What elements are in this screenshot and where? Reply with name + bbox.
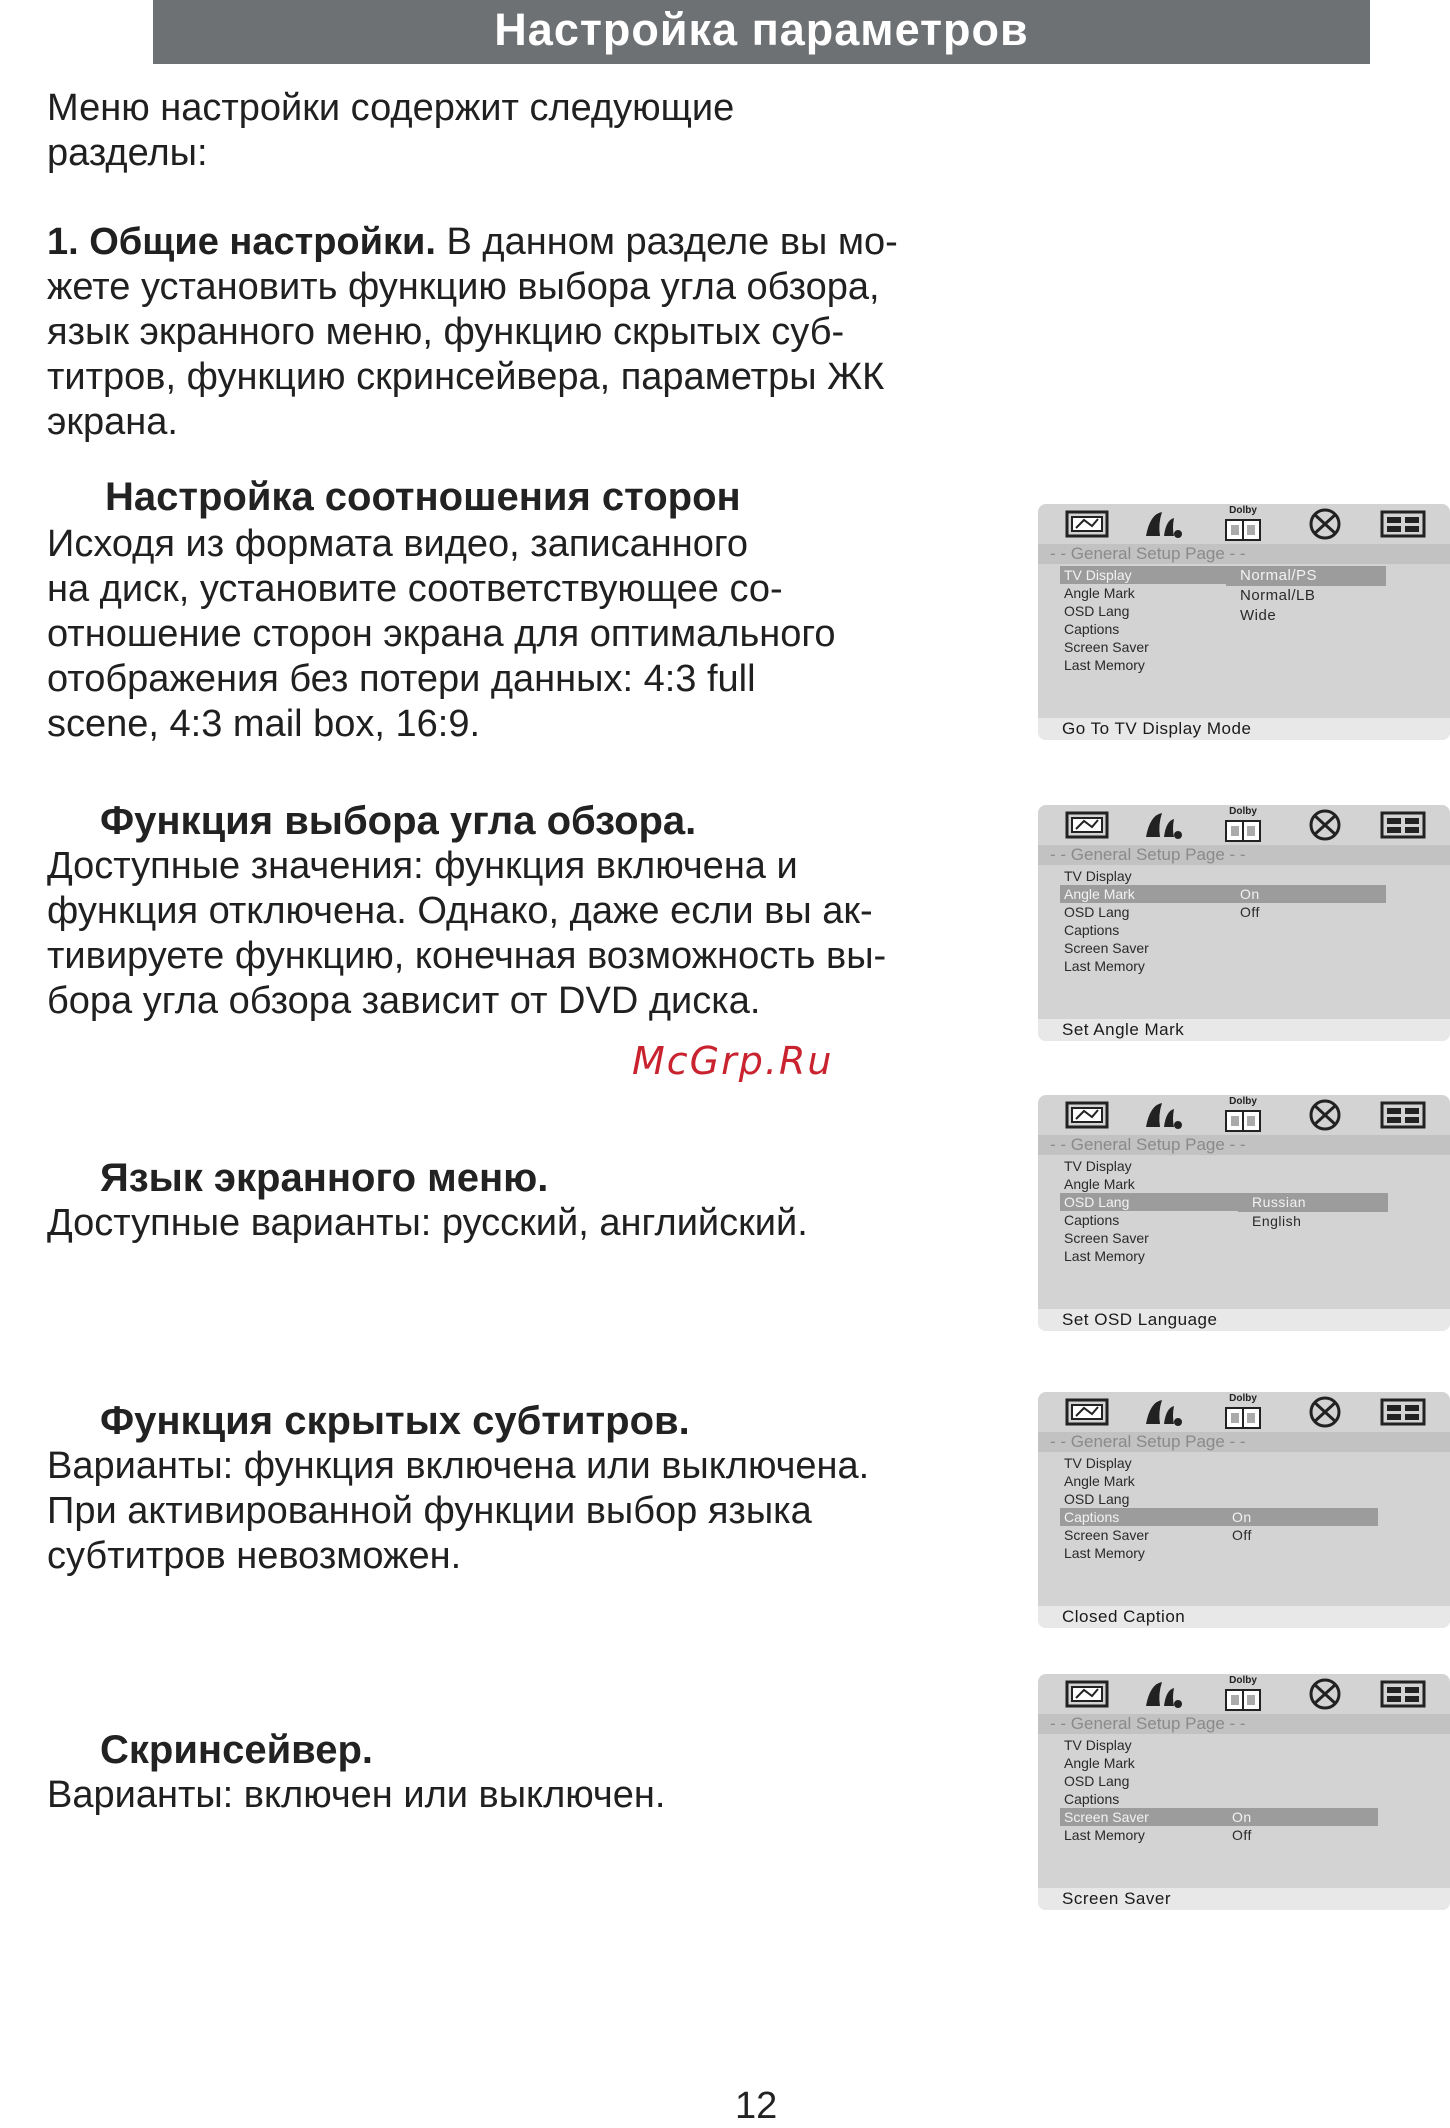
osd-option[interactable]: Off (1232, 1827, 1252, 1843)
osd-item-tv-display[interactable]: TV Display (1060, 566, 1258, 584)
osd-item-angle-mark[interactable]: Angle Mark (1064, 1473, 1135, 1489)
general-setup-icon (1062, 1097, 1112, 1133)
osd-status-bar: Set OSD Language (1038, 1309, 1450, 1331)
general-settings-lead: 1. Общие настройки. (47, 221, 436, 263)
general-settings-paragraph (47, 220, 898, 445)
general-setup-icon (1062, 506, 1112, 542)
osd-menu (1060, 1157, 1258, 1265)
osd-page-title: - - General Setup Page - - (1038, 1714, 1450, 1734)
osd-item-captions[interactable]: Captions (1064, 922, 1120, 938)
aspect-ratio-text: Исходя из формата видео, записанного на диск, установите соответствующее со- отношение сторон экрана для оптимального отображения без потери данных: 4:3 full scene, 4:3 mail box, 16:9. (47, 523, 836, 745)
osd-item-angle-mark[interactable]: Angle Mark (1064, 1176, 1135, 1192)
osd-item-osd-lang[interactable]: OSD Lang (1064, 1773, 1130, 1789)
osd-menu (1060, 867, 1258, 975)
screen-saver-title: Скринсейвер. (100, 1728, 374, 1772)
osd-item-last-memory[interactable]: Last Memory (1064, 1545, 1145, 1561)
preference-icon (1300, 506, 1350, 542)
speaker-icon (1138, 807, 1188, 843)
osd-panel-tv-display (1038, 504, 1450, 740)
osd-page-title: - - General Setup Page - - (1038, 1135, 1450, 1155)
general-setup-icon (1062, 1394, 1112, 1430)
osd-options (1226, 566, 1386, 626)
video-setup-icon (1378, 506, 1428, 542)
osd-item-captions[interactable]: Captions (1064, 1212, 1120, 1228)
screen-saver-text: Варианты: включен или выключен. (47, 1774, 666, 1816)
osd-icon-bar (1038, 805, 1450, 845)
video-setup-icon (1378, 807, 1428, 843)
osd-item-angle-mark[interactable]: Angle Mark (1064, 1755, 1135, 1771)
osd-icon-bar (1038, 1095, 1450, 1135)
osd-option[interactable]: On (1218, 1808, 1378, 1826)
dolby-label: Dolby (1229, 505, 1257, 516)
video-setup-icon (1378, 1394, 1428, 1430)
page-title: Настройка параметров (153, 0, 1370, 64)
osd-options (1226, 885, 1386, 921)
osd-item-screen-saver[interactable]: Screen Saver (1064, 639, 1149, 655)
osd-item-screen-saver[interactable]: Screen Saver (1064, 1230, 1149, 1246)
osd-status-bar: Set Angle Mark (1038, 1019, 1450, 1041)
osd-page-title: - - General Setup Page - - (1038, 544, 1450, 564)
osd-item-osd-lang[interactable]: OSD Lang (1064, 1491, 1130, 1507)
osd-language-title: Язык экранного меню. (100, 1156, 549, 1200)
osd-option[interactable]: Normal/PS (1226, 566, 1386, 586)
angle-mark-title: Функция выбора угла обзора. (100, 799, 697, 843)
osd-panel-angle-mark (1038, 805, 1450, 1041)
speaker-icon (1138, 1097, 1188, 1133)
osd-status-bar: Screen Saver (1038, 1888, 1450, 1910)
general-setup-icon (1062, 1676, 1112, 1712)
video-setup-icon (1378, 1097, 1428, 1133)
page-number: 12 (735, 2085, 778, 2127)
osd-item-angle-mark[interactable]: Angle Mark (1060, 885, 1258, 903)
dolby-icon (1218, 1097, 1268, 1133)
intro-text: Меню настройки содержит следующие разделы: (47, 87, 735, 174)
osd-options (1238, 1193, 1388, 1231)
general-setup-icon (1062, 807, 1112, 843)
preference-icon (1300, 1097, 1350, 1133)
preference-icon (1300, 807, 1350, 843)
osd-item-last-memory[interactable]: Last Memory (1064, 1248, 1145, 1264)
osd-item-screen-saver[interactable]: Screen Saver (1064, 940, 1149, 956)
osd-page-title: - - General Setup Page - - (1038, 1432, 1450, 1452)
osd-item-captions[interactable]: Captions (1060, 1508, 1258, 1526)
osd-option[interactable]: English (1252, 1213, 1302, 1229)
osd-item-angle-mark[interactable]: Angle Mark (1064, 585, 1135, 601)
osd-status-bar: Closed Caption (1038, 1606, 1450, 1628)
osd-option[interactable]: On (1226, 885, 1386, 903)
osd-panel-screen-saver (1038, 1674, 1450, 1910)
osd-item-captions[interactable]: Captions (1064, 1791, 1120, 1807)
dolby-label: Dolby (1229, 1393, 1257, 1404)
osd-status-bar: Go To TV Display Mode (1038, 718, 1450, 740)
preference-icon (1300, 1676, 1350, 1712)
dolby-icon (1218, 1394, 1268, 1430)
osd-item-last-memory[interactable]: Last Memory (1064, 1827, 1145, 1843)
osd-option[interactable]: On (1218, 1508, 1378, 1526)
speaker-icon (1138, 506, 1188, 542)
preference-icon (1300, 1394, 1350, 1430)
dolby-label: Dolby (1229, 806, 1257, 817)
captions-title: Функция скрытых субтитров. (100, 1399, 690, 1443)
osd-options (1218, 1508, 1378, 1544)
osd-icon-bar (1038, 1392, 1450, 1432)
osd-item-captions[interactable]: Captions (1064, 621, 1120, 637)
osd-item-last-memory[interactable]: Last Memory (1064, 657, 1145, 673)
osd-item-screen-saver[interactable]: Screen Saver (1064, 1527, 1149, 1543)
osd-page-title: - - General Setup Page - - (1038, 845, 1450, 865)
general-settings-text: В данном разделе вы мо- жете установить функцию выбора угла обзора, язык экранного меню, функцию скрытых суб- титров, функцию скринсейвера, параметры ЖК экрана. (47, 221, 898, 443)
osd-options (1218, 1808, 1378, 1844)
osd-option[interactable]: Wide (1240, 607, 1277, 624)
osd-item-tv-display[interactable]: TV Display (1064, 1737, 1132, 1753)
osd-item-osd-lang[interactable]: OSD Lang (1060, 1193, 1258, 1211)
osd-option[interactable]: Normal/LB (1240, 587, 1316, 604)
osd-option[interactable]: Russian (1238, 1193, 1388, 1212)
captions-text: Варианты: функция включена или выключена. При активированной функции выбор языка субтитров невозможен. (47, 1445, 870, 1577)
dolby-label: Dolby (1229, 1675, 1257, 1686)
angle-mark-text: Доступные значения: функция включена и функция отключена. Однако, даже если вы ак- тивируете функцию, конечная возможность вы- бора угла обзора зависит от DVD диска. (47, 845, 887, 1022)
osd-item-tv-display[interactable]: TV Display (1064, 1455, 1132, 1471)
speaker-icon (1138, 1676, 1188, 1712)
dolby-icon (1218, 506, 1268, 542)
video-setup-icon (1378, 1676, 1428, 1712)
osd-item-screen-saver[interactable]: Screen Saver (1060, 1808, 1258, 1826)
osd-item-tv-display[interactable]: TV Display (1064, 868, 1132, 884)
dolby-icon (1218, 807, 1268, 843)
osd-item-osd-lang[interactable]: OSD Lang (1064, 904, 1130, 920)
osd-icon-bar (1038, 1674, 1450, 1714)
osd-language-text: Доступные варианты: русский, английский. (47, 1202, 808, 1244)
osd-panel-osd-lang (1038, 1095, 1450, 1331)
osd-option[interactable]: Off (1240, 904, 1260, 920)
osd-item-last-memory[interactable]: Last Memory (1064, 958, 1145, 974)
osd-icon-bar (1038, 504, 1450, 544)
watermark: McGrp.Ru (632, 1039, 834, 1083)
dolby-label: Dolby (1229, 1096, 1257, 1107)
aspect-ratio-title: Настройка соотношения сторон (105, 475, 741, 519)
dolby-icon (1218, 1676, 1268, 1712)
osd-item-tv-display[interactable]: TV Display (1064, 1158, 1132, 1174)
osd-item-osd-lang[interactable]: OSD Lang (1064, 603, 1130, 619)
osd-option[interactable]: Off (1232, 1527, 1252, 1543)
speaker-icon (1138, 1394, 1188, 1430)
osd-panel-captions (1038, 1392, 1450, 1628)
